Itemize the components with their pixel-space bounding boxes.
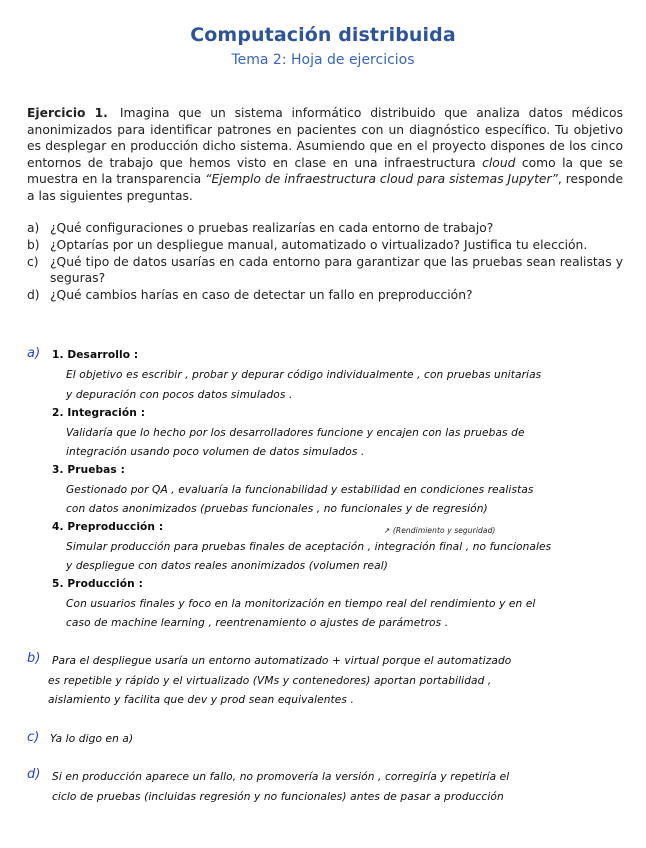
answer-a-item-line: y depuración con pocos datos simulados . [66,389,293,401]
question-label: d) [27,288,40,302]
answer-a-item-line: con datos anonimizados (pruebas funcionales , no funcionales y de regresión) [66,503,488,515]
answer-a-item-line: integración usando poco volumen de datos simulados . [66,446,365,458]
exercise-text-cloud: cloud [482,155,516,170]
answer-a-item-line: Validaría que lo hecho por los desarrolladores funcione y encajen con las pruebas de [66,427,525,439]
answer-a-item-line: caso de machine learning , reentrenamiento o ajustes de parámetros . [66,617,449,629]
question-d [27,287,623,303]
answer-d-line: Si en producción aparece un fallo, no promovería la versión , corregiría y repetiría el [52,771,510,783]
exercise-text-quote: “Ejemplo de infraestructura cloud para sistemas Jupyter” [205,172,558,187]
question-a [27,220,623,236]
question-c [27,254,623,286]
answer-a-item-head: 5. Producción : [52,578,143,590]
answer-a-margin-note: ↗ (Rendimiento y seguridad) [384,526,496,535]
answer-d-line: ciclo de pruebas (incluidas regresión y no funcionales) antes de pasar a producción [52,791,504,803]
question-label: a) [27,221,40,235]
answer-a-item-line: y despliegue con datos reales anonimizados (volumen real) [66,560,389,572]
answer-a-item-head: 2. Integración : [52,407,146,419]
question-b [27,237,623,253]
answer-b-label: b) [27,651,41,666]
exercise-text-3: , responde a las siguientes preguntas. [27,172,624,203]
question-text: ¿Qué cambios harías en caso de detectar un fallo en preproducción? [50,288,473,302]
question-text: ¿Qué configuraciones o pruebas realizarías en cada entorno de trabajo? [50,221,494,235]
page-title: Computación distribuida [190,24,456,46]
question-label: b) [27,238,40,252]
exercise-statement [27,105,623,205]
answer-a-item-head: 3. Pruebas : [52,464,125,476]
answer-a-item-line: El objetivo es escribir , probar y depurar código individualmente , con pruebas unitarias [66,369,542,381]
answer-c-label: c) [27,730,40,745]
answer-b-line: Para el despliegue usaría un entorno automatizado + virtual porque el automatizado [52,655,512,667]
exercise-text-1: Imagina que un sistema informático distribuido que analiza datos médicos anonimizados para identificar patrones en pacientes con un diagnóstico específico. Tu objetivo es desplegar en producción dicho sistema. Asumiendo que en el proyecto dispones de los cinco entornos de trabajo que hemos visto en clase en una infraestructura [27,106,623,170]
answer-a-item-head: 4. Preproducción : [52,521,164,533]
question-label: c) [27,255,39,269]
answer-b-line: aislamiento y facilita que dev y prod sean equivalentes . [48,694,354,706]
exercise-label: Ejercicio 1. [27,106,108,120]
answer-d-label: d) [27,767,41,782]
answer-a-item-line: Con usuarios finales y foco en la monitorización en tiempo real del rendimiento y en el [66,598,536,610]
question-text: ¿Optarías por un despliegue manual, automatizado o virtualizado? Justifica tu elección. [50,238,588,252]
answer-a-item-line: Simular producción para pruebas finales de aceptación , integración final , no funcionales [66,541,552,553]
answer-a-label: a) [27,346,41,361]
answer-c-text: Ya lo digo en a) [50,733,134,745]
question-list [27,220,623,304]
question-text: ¿Qué tipo de datos usarías en cada entorno para garantizar que las pruebas sean realistas y seguras? [50,255,623,285]
page-subtitle: Tema 2: Hoja de ejercicios [231,52,415,68]
answer-b-line: es repetible y rápido y el virtualizado (VMs y contenedores) aportan portabilidad , [48,675,492,687]
answer-a-item-line: Gestionado por QA , evaluaría la funcionabilidad y estabilidad en condiciones realistas [66,484,534,496]
exercise-text-2: como la que se muestra en la transparencia [27,155,623,187]
answer-a-item-head: 1. Desarrollo : [52,349,139,361]
